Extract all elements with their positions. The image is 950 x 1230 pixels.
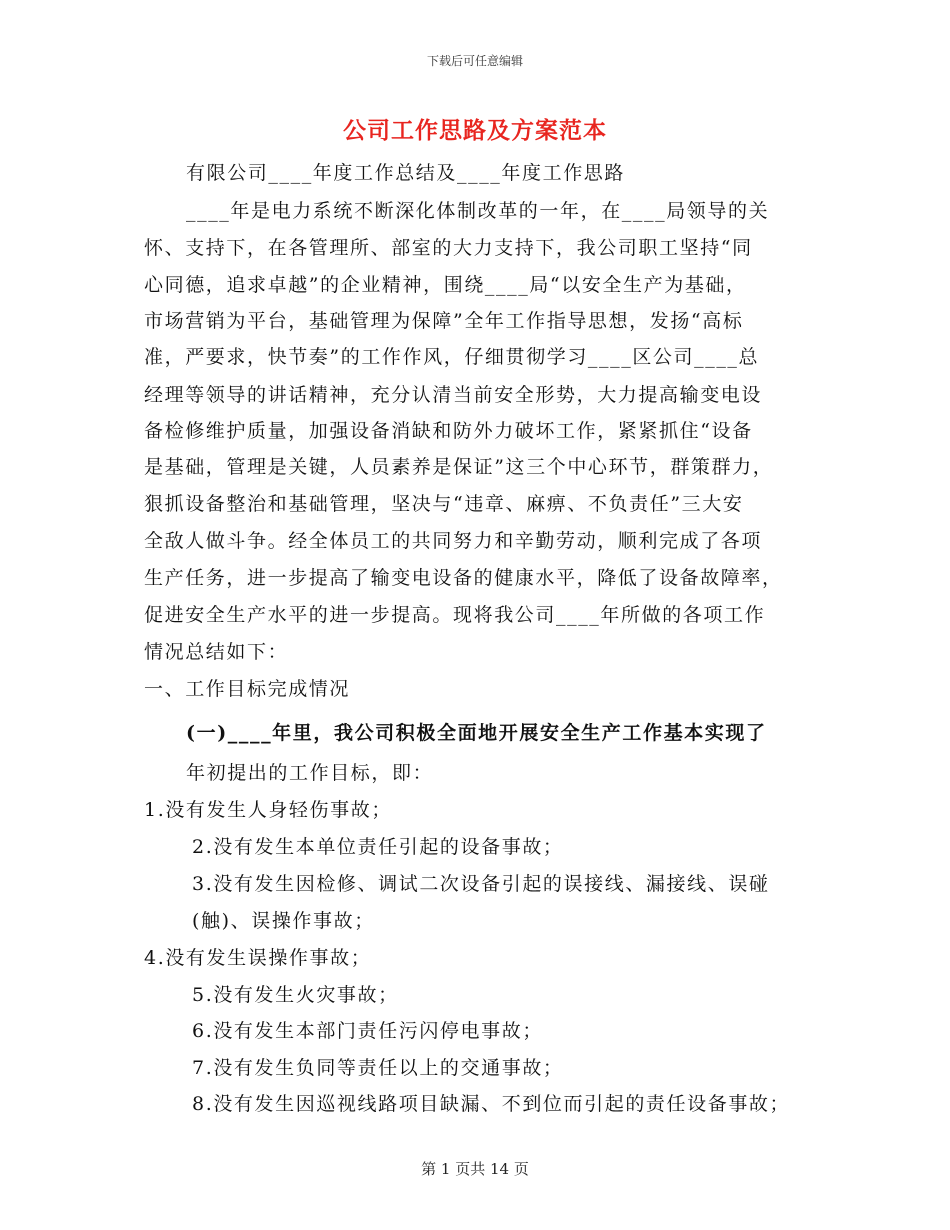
- paragraph-line: 全敌人做斗争。经全体员工的共同努力和辛勤劳动，顺利完成了各项: [144, 530, 763, 552]
- list-item: 6.没有发生本部门责任污闪停电事故；: [192, 1020, 543, 1042]
- paragraph-line: 心同德，追求卓越”的企业精神，围绕____局“以安全生产为基础，: [144, 274, 747, 296]
- list-item: 7.没有发生负同等责任以上的交通事故；: [192, 1057, 564, 1079]
- paragraph-line: ____年是电力系统不断深化体制改革的一年，在____局领导的关: [186, 200, 770, 222]
- paragraph-line: 年初提出的工作目标，即：: [186, 762, 434, 784]
- page-header-note: 下载后可任意编辑: [426, 54, 523, 68]
- subtitle-line: 有限公司____年度工作总结及____年度工作思路: [186, 162, 626, 184]
- list-item-continuation: 4.没有发生误操作事故；: [144, 947, 372, 969]
- paragraph-line: 经理等领导的讲话精神，充分认清当前安全形势，大力提高输变电设: [144, 384, 763, 406]
- paragraph-line: 狠抓设备整治和基础管理，坚决与“违章、麻痹、不负责任”三大安: [144, 493, 744, 515]
- list-item: 8.没有发生因巡视线路项目缺漏、不到位而引起的责任设备事故；: [192, 1093, 791, 1115]
- paragraph-line: 促进安全生产水平的进一步提高。现将我公司____年所做的各项工作: [144, 604, 766, 626]
- paragraph-line: 市场营销为平台，基础管理为保障”全年工作指导思想，发扬“高标: [144, 310, 744, 332]
- paragraph-line: 情况总结如下：: [144, 641, 289, 663]
- list-item: 3.没有发生因检修、调试二次设备引起的误接线、漏接线、误碰: [192, 873, 770, 895]
- paragraph-line: 备检修维护质量，加强设备消缺和防外力破坏工作，紧紧抓住“设备: [144, 420, 753, 442]
- section-heading: (一)____年里，我公司积极全面地开展安全生产工作基本实现了: [186, 722, 767, 744]
- paragraph-line: 准，严要求，快节奏”的工作作风，仔细贯彻学习____区公司____总: [144, 346, 760, 368]
- paragraph-line: 1.没有发生人身轻伤事故；: [144, 799, 392, 821]
- list-item: (触)、误操作事故；: [192, 910, 375, 932]
- paragraph-line: 怀、支持下，在各管理所、部室的大力支持下，我公司职工坚持“同: [144, 237, 753, 259]
- paragraph-line: 一、工作目标完成情况: [144, 678, 351, 700]
- list-item: 5.没有发生火灾事故；: [192, 984, 399, 1006]
- page-footer: 第 1 页共 14 页: [421, 1160, 529, 1178]
- paragraph-line: 生产任务，进一步提高了输变电设备的健康水平，降低了设备故障率，: [144, 567, 783, 589]
- document-title: 公司工作思路及方案范本: [343, 117, 607, 144]
- list-item: 2.没有发生本单位责任引起的设备事故；: [192, 836, 564, 858]
- paragraph-line: 是基础，管理是关键，人员素养是保证”这三个中心环节，群策群力，: [144, 456, 774, 478]
